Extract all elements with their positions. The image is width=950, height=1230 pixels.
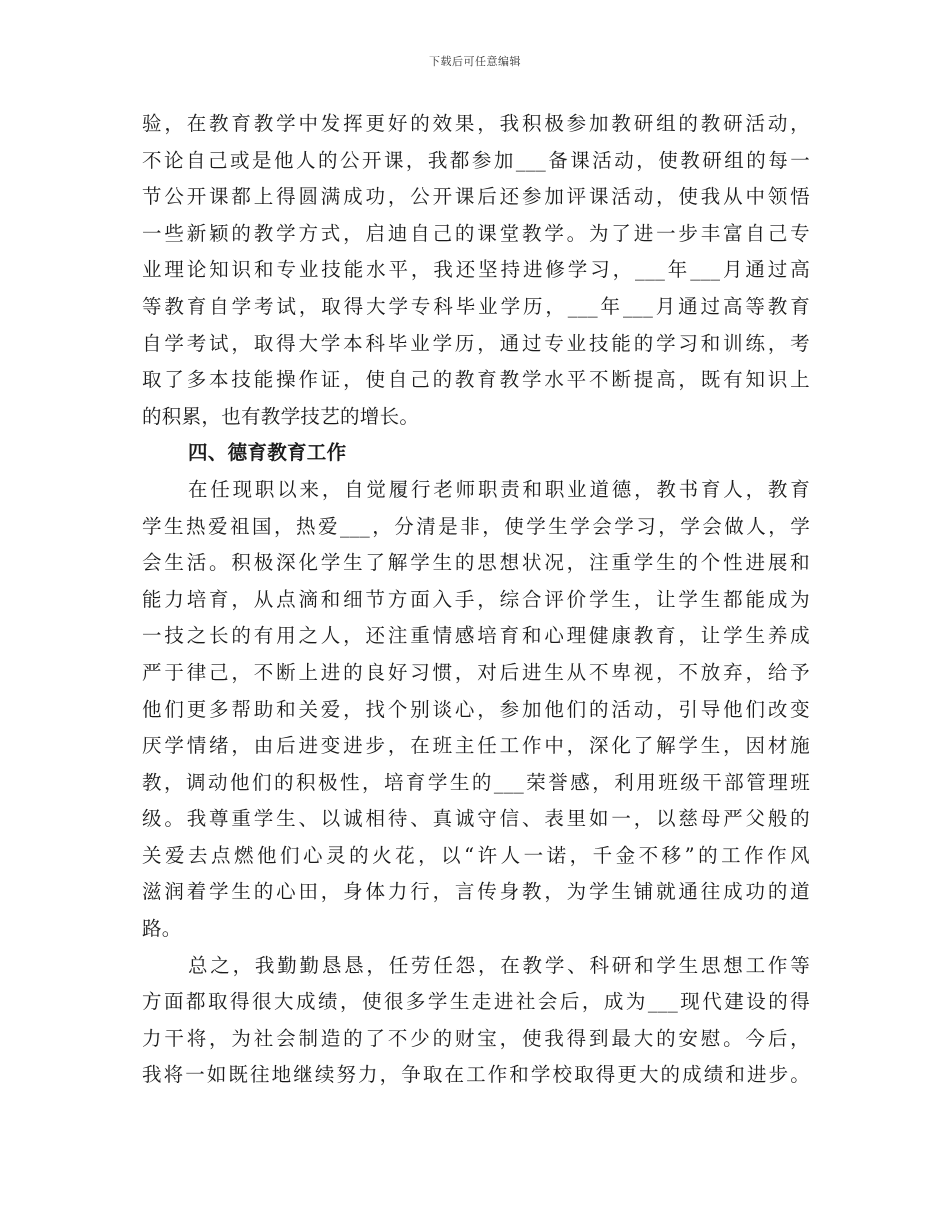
text-line: 取了多本技能操作证，使自己的教育教学水平不断提高，既有知识上 [142, 368, 810, 392]
text-line: 严于律己，不断上进的良好习惯，对后进生从不卑视，不放弃，给予 [142, 660, 810, 684]
text-line: 自学考试，取得大学本科毕业学历，通过专业技能的学习和训练，考 [142, 331, 810, 355]
text-line: 学生热爱祖国，热爱___，分清是非，使学生学会学习，学会做人，学 [142, 514, 810, 538]
document-body [142, 106, 810, 1094]
text-line: 他们更多帮助和关爱，找个别谈心，参加他们的活动，引导他们改变 [142, 697, 810, 721]
text-line: 验，在教育教学中发挥更好的效果，我积极参加教研组的教研活动， [142, 112, 810, 135]
text-line: 厌学情绪，由后进变进步，在班主任工作中，深化了解学生，因材施 [142, 734, 810, 758]
text-line: 教，调动他们的积极性，培育学生的___荣誉感，利用班级干部管理班 [142, 770, 810, 794]
text-line: 会生活。积极深化学生了解学生的思想状况，注重学生的个性进展和 [142, 551, 810, 575]
section-heading: 四、德育教育工作 [188, 441, 347, 465]
text-line: 不论自己或是他人的公开课，我都参加___备课活动，使教研组的每一 [142, 148, 810, 172]
text-line: 滋润着学生的心田，身体力行，言传身教，为学生铺就通往成功的道 [142, 880, 810, 904]
text-line: 在任现职以来，自觉履行老师职责和职业道德，教书育人，教育 [188, 477, 810, 501]
text-line: 业理论知识和专业技能水平，我还坚持进修学习，___年___月通过高 [142, 258, 810, 282]
text-line: 能力培育，从点滴和细节方面入手，综合评价学生，让学生都能成为 [142, 587, 810, 611]
text-line: 等教育自学考试，取得大学专科毕业学历，___年___月通过高等教育 [142, 294, 810, 318]
text-line: 节公开课都上得圆满成功，公开课后还参加评课活动，使我从中领悟 [142, 185, 810, 209]
text-line: 的积累，也有教学技艺的增长。 [142, 404, 420, 428]
text-line: 一技之长的有用之人，还注重情感培育和心理健康教育，让学生养成 [142, 624, 810, 648]
text-line: 级。我尊重学生、以诚相待、真诚守信、表里如一，以慈母严父般的 [142, 807, 810, 831]
text-line: 我将一如既往地继续努力，争取在工作和学校取得更大的成绩和进步。 [142, 1063, 810, 1087]
text-line: 关爱去点燃他们心灵的火花，以“许人一诺，千金不移”的工作作风 [142, 843, 810, 867]
text-line: 方面都取得很大成绩，使很多学生走进社会后，成为___现代建设的得 [142, 990, 810, 1014]
page-header-note: 下载后可任意编辑 [429, 55, 521, 68]
text-line: 一些新颖的教学方式，启迪自己的课堂教学。为了进一步丰富自己专 [142, 221, 810, 245]
text-line: 总之，我勤勤恳恳，任劳任怨，在教学、科研和学生思想工作等 [188, 953, 810, 977]
text-line: 力干将，为社会制造的了不少的财宝，使我得到最大的安慰。今后， [142, 1026, 810, 1050]
text-line: 路。 [142, 917, 182, 941]
